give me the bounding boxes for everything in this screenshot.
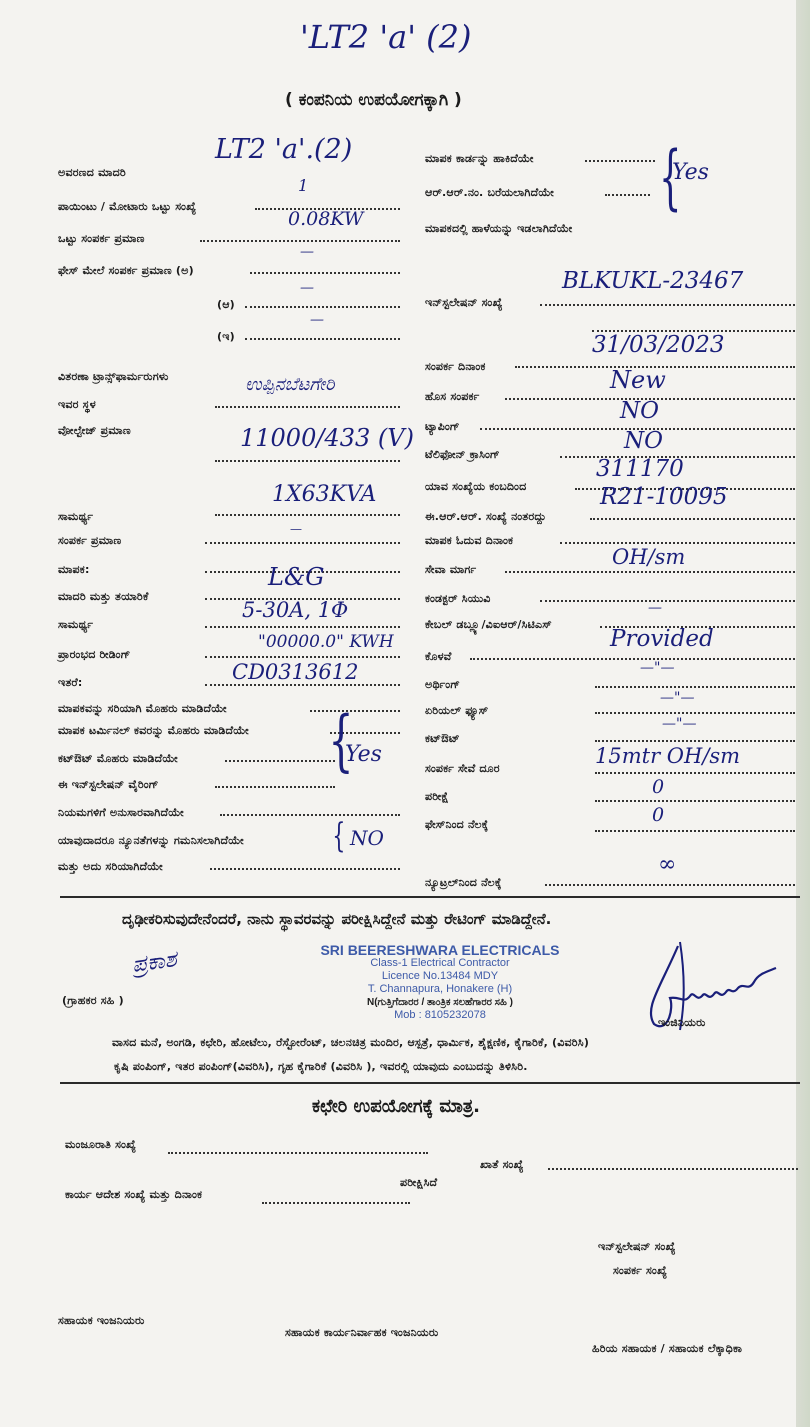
office-installation-label: ಇನ್‌ಸ್ಟಲೇಷನ್ ಸಂಖ್ಯೆ [598,1240,676,1253]
left-label-12: ಮಾದರಿ ಮತ್ತು ತಯಾರಿಕೆ [58,590,149,603]
office-account-label: ಖಾತೆ ಸಂಖ್ಯೆ [480,1158,524,1171]
office-sanction-label: ಮಂಜೂರಾತಿ ಸಂಖ್ಯೆ [65,1138,137,1151]
left-value-0: LT2 'a'.(2) [215,134,353,165]
right-value-5: 31/03/2023 [592,332,725,358]
customer-signature-text: ಪ್ರಕಾಶ [130,947,179,978]
right-dots-13 [540,600,795,602]
certification-text: ದೃಢೀಕರಿಸುವುದೇನೆಂದರೆ, ನಾನು ಸ್ಥಾವರವನ್ನು ಪರೀಕ್ಷಿಸಿದ್ದೇನೆ ಮತ್ತು ರೇಟಿಂಗ್ ಮಾಡಿದ್ದೇನೆ. [122,910,552,928]
right-label-1: ಆರ್.ಆರ್.ನಂ. ಬರೆಯಲಾಗಿದೆಯೇ [425,186,554,199]
left-value-3: — [300,244,314,260]
left-dots-8 [215,460,400,462]
left-dots-9 [215,514,400,516]
engineer-label: ಇಂಜಿನಿಯರು [658,1016,706,1029]
left-value-15: CD0313612 [232,660,359,684]
left-value-4: — [300,280,314,296]
right-label-5: ಸಂಪರ್ಕ ದಿನಾಂಕ [425,360,486,373]
left-dots-19 [215,786,335,788]
left-value-1: 1 [298,176,309,195]
stamp-line-5: N(ಗುತ್ತಿಗೆದಾರರ / ತಾಂತ್ರಿಕ ಸಲಹೆಗಾರರ ಸಹಿ ) [367,997,513,1008]
right-label-11: ಮಾಪಕ ಓದುವ ದಿನಾಂಕ [425,534,514,547]
office-workorder-dots [262,1202,410,1204]
left-label-20: ನಿಯಮಗಳಿಗೆ ಅನುಸಾರವಾಗಿದೆಯೇ [58,806,184,819]
right-value-10: R21-10095 [600,484,728,510]
right-label-20: ಪರೀಕ್ಷೆ [425,790,449,803]
left-brace-yes: Yes [345,742,382,767]
right-dots-11 [560,542,795,544]
left-label-22: ಮತ್ತು ಅದು ಸರಿಯಾಗಿದೆಯೇ [58,860,163,873]
right-dots-1 [605,194,650,196]
right-value-16: —"— [640,660,675,676]
right-value-14: — [648,600,662,616]
left-label-16: ಮಾಪಕವನ್ನು ಸರಿಯಾಗಿ ಮೊಹರು ಮಾಡಿದೆಯೇ [58,702,227,715]
left-dots-14 [205,656,400,658]
separator-top [60,896,800,898]
form-code: 'LT2 'a' (2) [300,18,472,56]
left-label-17: ಮಾಪಕ ಟರ್ಮಿನಲ್ ಕವರನ್ನು ಮೊಹರು ಮಾಡಿದೆಯೇ [58,724,249,737]
left-label-3: ಫೇಸ್ ಮೇಲೆ ಸಂಪರ್ಕ ಪ್ರಮಾಣ (ಅ) [58,264,194,277]
left-label-7: ಇವರ ಸ್ಥಳ [58,398,96,411]
right-value-8: NO [624,428,663,454]
right-value-18: —"— [662,716,697,732]
right-label-15: ಕೊಳವೆ [425,650,452,663]
customer-signature-label: (ಗ್ರಾಹಕರ ಸಹಿ ) [62,994,124,1007]
left-value-10: — [290,522,302,536]
left-value-5: — [310,312,324,328]
left-label-13: ಸಾಮರ್ಥ್ಯ [58,618,94,631]
left-label-18: ಕಟ್‌ಔಟ್ ಮೊಹರು ಮಾಡಿದೆಯೇ [58,752,178,765]
left-label-6: ವಿತರಣಾ ಟ್ರಾನ್ಸ್‌ಫಾರ್ಮರುಗಳು [58,370,169,383]
left-dots-4 [245,306,400,308]
right-brace: { [659,136,682,218]
left-value-12: L&G [268,563,325,591]
right-label-16: ಅರ್ಥಿಂಗ್ [425,678,461,691]
left-label-4: (ಆ) [217,298,235,311]
left-value-8: 11000/433 (V) [240,424,414,452]
left-label-8: ವೋಲ್ಟೇಜ್ ಪ್ರಮಾಣ [58,424,131,437]
footer-assistant-exec-engineer: ಸಹಾಯಕ ಕಾರ್ಯನಿರ್ವಾಹಕ ಇಂಜನಿಯರು [285,1326,439,1339]
right-dots-18 [595,740,795,742]
right-value-12: OH/sm [612,545,686,569]
left-dots-5 [245,338,400,340]
right-dots-20 [595,800,795,802]
right-dots-0 [585,160,655,162]
right-label-12: ಸೇವಾ ಮಾರ್ಗ [425,563,477,576]
footer-senior-assistant: ಹಿರಿಯ ಸಹಾಯಕ / ಸಹಾಯಕ ಲೆಕ್ಕಾಧಿಕಾ [592,1342,743,1355]
stamp-line-1: SRI BEERESHWARA ELECTRICALS [320,942,560,958]
footer-assistant-engineer: ಸಹಾಯಕ ಇಂಜನಿಯರು [58,1314,145,1327]
right-label-14: ಕೇಬಲ್ ಡಬ್ಲ್ಯೂ/ವಿಐಆರ್/ಸಿಟಿಎಸ್ [425,618,552,631]
right-label-21: ಫೇಸ್‌ನಿಂದ ನೆಲಕ್ಕೆ [425,818,489,831]
form-title: ( ಕಂಪನಿಯ ಉಪಯೋಗಕ್ಕಾಗಿ ) [285,90,462,110]
right-value-3: BLKUKL-23467 [562,268,744,294]
left-dots-13 [205,626,400,628]
right-value-20: 0 [652,776,665,798]
right-dots-17 [595,712,795,714]
right-value-17: —"— [660,690,695,706]
right-label-0: ಮಾಪಕ ಕಾರ್ಡನ್ನು ಹಾಕಿದೆಯೇ [425,152,534,165]
right-label-3: ಇನ್‌ಸ್ಟಲೇಷನ್ ಸಂಖ್ಯೆ [425,296,503,309]
left-dots-15 [205,684,400,686]
left-dots-3 [250,272,400,274]
right-label-13: ಕಂಡಕ್ಟರ್ ಸಿಯುವಿ [425,592,491,605]
left-label-10: ಸಂಪರ್ಕ ಪ್ರಮಾಣ [58,534,122,547]
office-heading: ಕಛೇರಿ ಉಪಯೋಗಕ್ಕೆ ಮಾತ್ರ. [312,1096,480,1117]
right-brace-yes: Yes [672,160,709,185]
left-label-9: ಸಾಮರ್ಥ್ಯ [58,510,94,523]
left-dots-16 [310,710,400,712]
usage-line-2: ಕೃಷಿ ಪಂಪಿಂಗ್, ಇತರ ಪಂಪಿಂಗ್(ವಿವರಿಸಿ), ಗೃಹ ಕೈಗಾರಿಕೆ (ವಿವರಿಸಿ ), ಇವರಲ್ಲಿ ಯಾವುದು ಎಂಬುದನ್ನು ತಿಳಿಸಿರಿ. [114,1060,528,1073]
right-dots-19 [595,772,795,774]
left-label-1: ಪಾಯಿಂಟು / ಮೋಟಾರು ಒಟ್ಟು ಸಂಖ್ಯೆ [58,200,197,213]
right-value-15: Provided [610,626,714,652]
office-workorder-label: ಕಾರ್ಯ ಆದೇಶ ಸಂಖ್ಯೆ ಮತ್ತು ದಿನಾಂಕ [65,1188,203,1201]
left-value-7: ಉಪ್ಪಿನಬೆಟಗೇರಿ [245,374,335,395]
right-label-6: ಹೊಸ ಸಂಪರ್ಕ [425,390,480,403]
left-dots-10 [205,542,400,544]
left-dots-2 [200,240,400,242]
right-dots-22 [545,884,795,886]
stamp-line-3: Licence No.13484 MDY [381,970,499,982]
left-label-14: ಪ್ರಾರಂಭದ ರೀಡಿಂಗ್ [58,648,131,661]
left-label-5: (ಇ) [217,330,235,343]
right-value-6: New [610,366,666,394]
left-dots-18 [225,760,335,762]
left-value-21: NO [350,826,384,850]
left-label-11: ಮಾಪಕ: [58,563,90,576]
left-value-13: 5-30A, 1Φ [242,598,349,622]
separator-office [60,1082,800,1084]
left-value-9: 1X63KVA [272,482,377,507]
left-dots-20 [220,814,400,816]
right-dots-15 [470,658,795,660]
stamp-line-6: Mob : 8105232078 [394,1009,486,1021]
right-label-7: ಟ್ಯಾಪಿಂಗ್ [425,420,460,433]
left-label-21: ಯಾವುದಾದರೂ ನ್ಯೂನತೆಗಳನ್ನು ಗಮನಿಸಲಾಗಿದೆಯೇ [58,834,244,847]
left-dots-7 [215,406,400,408]
right-label-2: ಮಾಪಕದಲ್ಲಿ ಹಾಳೆಯನ್ನು ಇಡಲಾಗಿದೆಯೇ [425,222,573,235]
stamp-line-2: Class-1 Electrical Contractor [370,957,510,969]
right-label-9: ಯಾವ ಸಂಖ್ಯೆಯ ಕಂಬದಿಂದ [425,480,527,493]
left-dots-22 [210,868,400,870]
left-label-2: ಒಟ್ಟು ಸಂಪರ್ಕ ಪ್ರಮಾಣ [58,232,145,245]
right-value-19: 15mtr OH/sm [595,744,741,768]
contractor-stamp [305,944,575,1022]
office-connection-label: ಸಂಪರ್ಕ ಸಂಖ್ಯೆ [613,1264,668,1277]
left-label-15: ಇತರೆ: [58,676,83,689]
right-dots-16 [595,686,795,688]
right-label-8: ಟೆಲಿಫೋನ್ ಕ್ರಾಸಿಂಗ್ [425,448,500,461]
page-edge [796,0,810,1427]
left-value-14: "00000.0" KWH [258,632,394,652]
usage-line-1: ವಾಸದ ಮನೆ, ಅಂಗಡಿ, ಕಛೇರಿ, ಹೋಟೆಲು, ರೆಸ್ಟೋರೆಂಟ್, ಚಲನಚಿತ್ರ ಮಂದಿರ, ಆಸ್ಪತ್ರೆ, ಧಾರ್ಮಿಕ, ಶೈಕ್ಷಣಿಕ, ಕೈಗಾರಿಕೆ, (ವಿವರಿಸಿ) [112,1036,590,1049]
office-verified-label: ಪರೀಕ್ಷಿಸಿದೆ [400,1176,438,1189]
left-label-19: ಈ ಇನ್‌ಸ್ಟಲೇಷನ್ ವೈರಿಂಗ್ [58,778,159,791]
stamp-line-4: T. Channapura, Honakere (H) [367,983,513,995]
right-dots-21 [595,830,795,832]
right-label-19: ಸಂಪರ್ಕ ಸೇವೆ ದೂರ [425,762,500,775]
right-label-10: ಈ.ಆರ್.ಆರ್. ಸಂಖ್ಯೆ ನಂತರದ್ದು [425,510,547,523]
no-brace: { [332,816,346,856]
right-dots-12 [505,571,795,573]
right-label-17: ಏರಿಯಲ್ ಫ್ಯೂಸ್ [425,704,489,717]
left-label-0: ಅವರಣದ ಮಾದರಿ [58,166,126,179]
office-sanction-dots [168,1152,428,1154]
right-label-18: ಕಟ್‌ಔಟ್ [425,732,460,745]
right-value-21: 0 [652,804,665,826]
right-dots-3 [540,304,795,306]
right-value-22: ∞ [658,852,677,877]
office-account-dots [548,1168,798,1170]
right-dots-10 [590,518,795,520]
left-value-2: 0.08KW [288,208,364,230]
right-value-9: 311170 [596,456,684,482]
right-value-7: NO [620,398,659,424]
left-brace: { [328,702,354,779]
right-label-22: ನ್ಯೂಟ್ರಲ್‌ನಿಂದ ನೆಲಕ್ಕೆ [425,876,502,889]
